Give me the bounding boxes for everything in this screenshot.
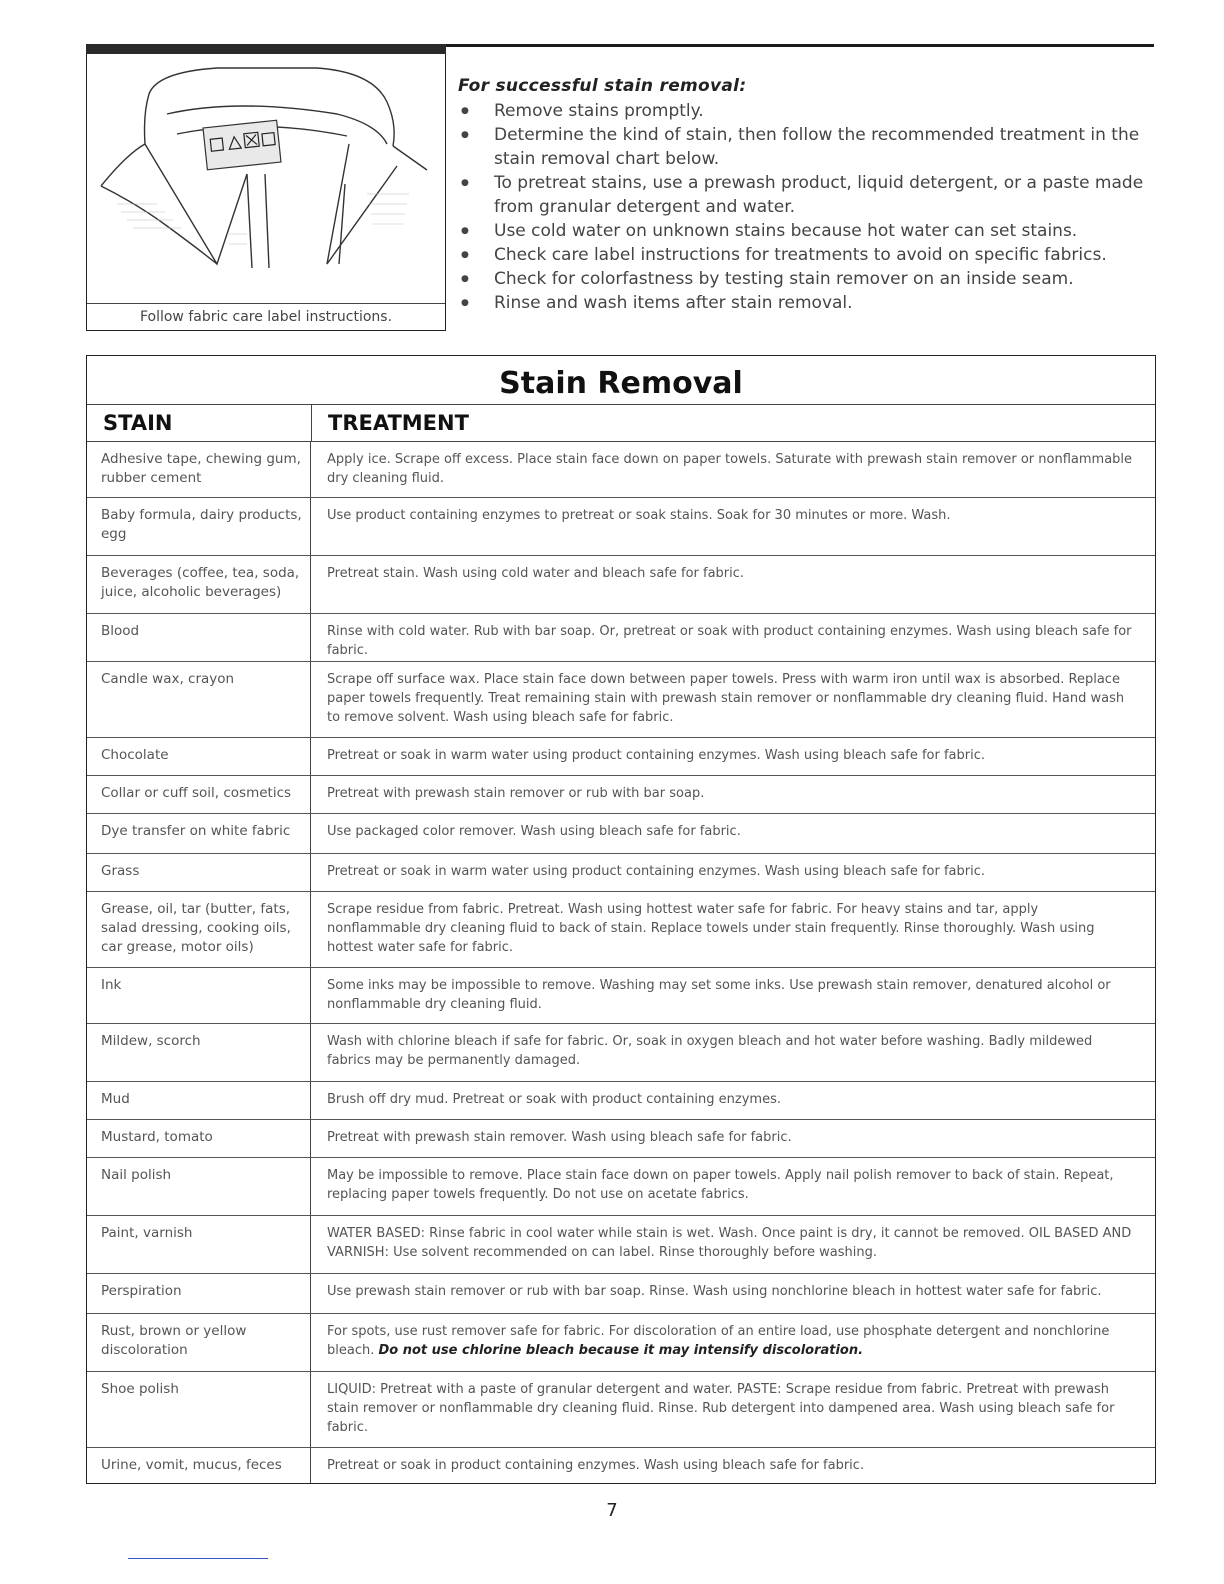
treatment-text: Use prewash stain remover or rub with bar soap. Rinse. Wash using nonchlorine bleach in hottest water safe for fabric. [327, 1284, 1102, 1299]
table-row [87, 1274, 1155, 1314]
table-title: Stain Removal [87, 356, 1155, 405]
shirt-collar-icon [87, 54, 445, 304]
treatment-text: For spots, use rust remover safe for fabric. For discoloration of an entire load, use phosphate detergent and nonchlorine bleach. [327, 1324, 1110, 1358]
stain-cell: Ink [87, 968, 311, 1023]
top-rule-dark-band [86, 44, 446, 54]
table-row [87, 1120, 1155, 1158]
page-number: 7 [606, 1500, 618, 1521]
treatment-text: Wash with chlorine bleach if safe for fabric. Or, soak in oxygen bleach and hot water before washing. Badly mildewed fabrics may be permanently damaged. [327, 1034, 1093, 1068]
treatment-cell [311, 442, 1155, 497]
stain-cell: Blood [87, 614, 311, 661]
table-row [87, 814, 1155, 854]
stain-removal-table [86, 355, 1156, 1484]
treatment-text: Pretreat with prewash stain remover or rub with bar soap. [327, 786, 705, 801]
stain-cell: Mud [87, 1082, 311, 1119]
treatment-text: Apply ice. Scrape off excess. Place stain face down on paper towels. Saturate with prewash stain remover or nonflammable dry cleaning fluid. [327, 452, 1133, 486]
tip-item: ● To pretreat stains, use a prewash product, liquid detergent, or a paste made from granular detergent and water. [458, 171, 1158, 219]
treatment-cell [311, 1216, 1155, 1273]
treatment-cell [311, 498, 1155, 555]
treatment-cell [311, 854, 1155, 891]
column-header-stain: STAIN [87, 405, 312, 441]
stain-cell: Candle wax, crayon [87, 662, 311, 737]
column-header-treatment: TREATMENT [328, 411, 469, 435]
table-row [87, 556, 1155, 614]
care-label-illustration [86, 54, 446, 331]
treatment-text: Pretreat stain. Wash using cold water and bleach safe for fabric. [327, 566, 745, 581]
treatment-cell [311, 1314, 1155, 1371]
treatment-cell [311, 1082, 1155, 1119]
treatment-cell [311, 556, 1155, 613]
table-row [87, 1372, 1155, 1448]
treatment-text: Use product containing enzymes to pretreat or soak stains. Soak for 30 minutes or more. Wash. [327, 508, 951, 523]
stain-cell: Paint, varnish [87, 1216, 311, 1273]
table-row [87, 1448, 1155, 1483]
treatment-cell [311, 814, 1155, 853]
tip-item: ● Check for colorfastness by testing stain remover on an inside seam. [458, 267, 1158, 291]
stain-cell: Collar or cuff soil, cosmetics [87, 776, 311, 813]
treatment-cell [311, 776, 1155, 813]
treatment-cell [311, 614, 1155, 661]
treatment-warning: Do not use chlorine bleach because it may intensify discoloration. [378, 1343, 864, 1358]
stain-cell: Baby formula, dairy products, egg [87, 498, 311, 555]
table-row [87, 738, 1155, 776]
treatment-cell [311, 662, 1155, 737]
tip-item: ● Determine the kind of stain, then follow the recommended treatment in the stain removal chart below. [458, 123, 1158, 171]
treatment-text: Pretreat with prewash stain remover. Wash using bleach safe for fabric. [327, 1130, 792, 1145]
treatment-cell [311, 1120, 1155, 1157]
illustration-caption: Follow fabric care label instructions. [87, 303, 445, 330]
footer-line [128, 1558, 268, 1559]
treatment-text: Scrape residue from fabric. Pretreat. Wash using hottest water safe for fabric. For heavy stains and tar, apply nonflammable dry cleaning fluid to back of stain. Replace towels under stain frequently. Rinse thoroughly. Wash using hottest water safe for fabric. [327, 902, 1095, 955]
table-body [87, 442, 1155, 1483]
treatment-text: Pretreat or soak in warm water using product containing enzymes. Wash using bleach safe for fabric. [327, 748, 986, 763]
table-row [87, 498, 1155, 556]
stain-cell: Chocolate [87, 738, 311, 775]
treatment-text: Brush off dry mud. Pretreat or soak with product containing enzymes. [327, 1092, 781, 1107]
treatment-cell [311, 968, 1155, 1023]
stain-cell: Adhesive tape, chewing gum, rubber cement [87, 442, 311, 497]
table-row [87, 1314, 1155, 1372]
treatment-cell [311, 892, 1155, 967]
table-header [87, 405, 1155, 442]
stain-cell: Dye transfer on white fabric [87, 814, 311, 853]
stain-cell: Urine, vomit, mucus, feces [87, 1448, 311, 1483]
treatment-text: Some inks may be impossible to remove. Washing may set some inks. Use prewash stain remover, denatured alcohol or nonflammable dry cleaning fluid. [327, 978, 1111, 1012]
stain-cell: Grease, oil, tar (butter, fats, salad dressing, cooking oils, car grease, motor oils) [87, 892, 311, 967]
stain-cell: Grass [87, 854, 311, 891]
table-row [87, 662, 1155, 738]
table-row [87, 1158, 1155, 1216]
treatment-text: May be impossible to remove. Place stain face down on paper towels. Apply nail polish remover to back of stain. Repeat, replacing paper towels frequently. Do not use on acetate fabrics. [327, 1168, 1114, 1202]
tip-item: ● Check care label instructions for treatments to avoid on specific fabrics. [458, 243, 1158, 267]
tips-title: For successful stain removal: [458, 76, 747, 96]
stain-cell: Rust, brown or yellow discoloration [87, 1314, 311, 1371]
tip-item: ● Use cold water on unknown stains because hot water can set stains. [458, 219, 1158, 243]
treatment-text: Rinse with cold water. Rub with bar soap. Or, pretreat or soak with product containing enzymes. Wash using bleach safe for fabric. [327, 624, 1132, 658]
treatment-cell [311, 1448, 1155, 1483]
stain-cell: Beverages (coffee, tea, soda, juice, alcoholic beverages) [87, 556, 311, 613]
table-row [87, 892, 1155, 968]
stain-cell: Nail polish [87, 1158, 311, 1215]
table-row [87, 854, 1155, 892]
treatment-text: LIQUID: Pretreat with a paste of granular detergent and water. PASTE: Scrape residue from fabric. Pretreat with prewash stain remover or nonflammable dry cleaning fluid. Rinse. Rub detergent into dampened area. Wash using bleach safe for fabric. [327, 1382, 1115, 1435]
treatment-text: Pretreat or soak in warm water using product containing enzymes. Wash using bleach safe for fabric. [327, 864, 986, 879]
tips-list [458, 99, 1158, 315]
tip-item: ● Rinse and wash items after stain removal. [458, 291, 1158, 315]
table-row [87, 776, 1155, 814]
treatment-cell [311, 1024, 1155, 1081]
treatment-cell [311, 1372, 1155, 1447]
treatment-text: Use packaged color remover. Wash using bleach safe for fabric. [327, 824, 741, 839]
stain-cell: Perspiration [87, 1274, 311, 1313]
treatment-cell [311, 738, 1155, 775]
stain-cell: Shoe polish [87, 1372, 311, 1447]
treatment-cell [311, 1274, 1155, 1313]
table-row [87, 1024, 1155, 1082]
table-row [87, 968, 1155, 1024]
table-row [87, 1082, 1155, 1120]
treatment-cell [311, 1158, 1155, 1215]
treatment-text: WATER BASED: Rinse fabric in cool water while stain is wet. Wash. Once paint is dry, it cannot be removed. OIL BASED AND VARNISH: Use solvent recommended on can label. Rinse thoroughly before washing. [327, 1226, 1132, 1260]
tip-item: ● Remove stains promptly. [458, 99, 1158, 123]
stain-cell: Mustard, tomato [87, 1120, 311, 1157]
table-row [87, 614, 1155, 662]
treatment-text: Scrape off surface wax. Place stain face down between paper towels. Press with warm iron until wax is absorbed. Replace paper towels frequently. Treat remaining stain with prewash stain remover or nonflammable dry cleaning fluid. Hand wash to remove solvent. Wash using bleach safe for fabric. [327, 672, 1125, 725]
table-row [87, 442, 1155, 498]
stain-tips [458, 76, 1158, 315]
table-row [87, 1216, 1155, 1274]
treatment-text: Pretreat or soak in product containing enzymes. Wash using bleach safe for fabric. [327, 1458, 865, 1473]
stain-cell: Mildew, scorch [87, 1024, 311, 1081]
